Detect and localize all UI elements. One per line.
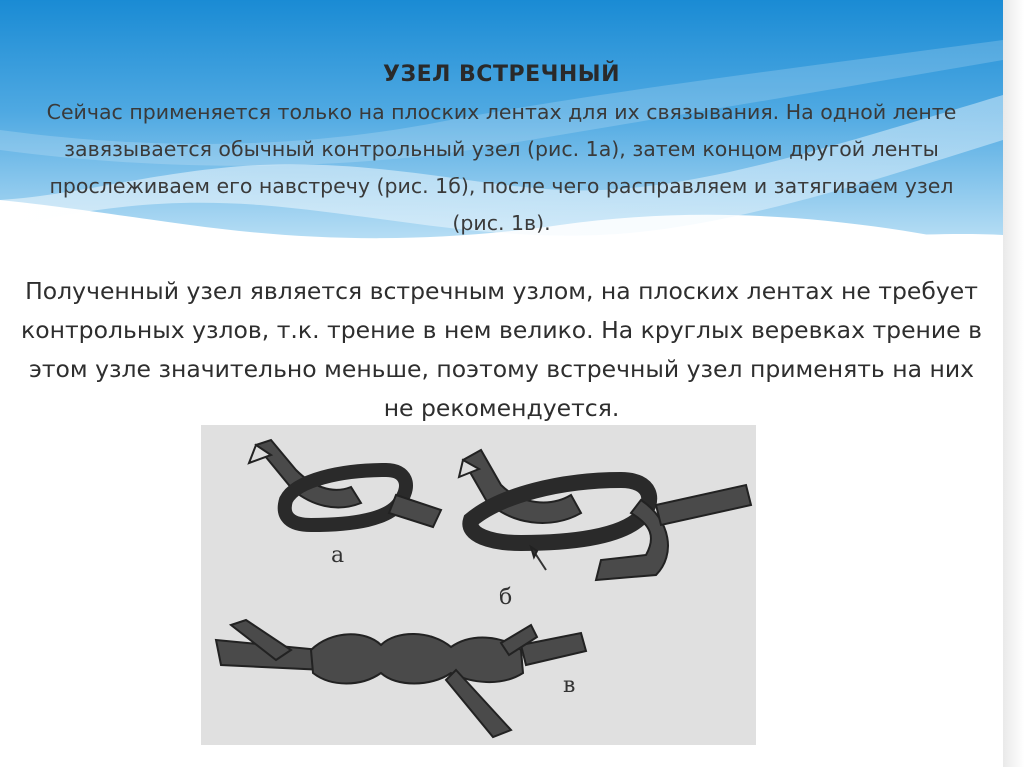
knot-drawing [201, 425, 756, 745]
knot-figure-a [249, 440, 441, 527]
slide-edge-shadow [1003, 0, 1024, 767]
figure-label-b: б [499, 585, 513, 610]
slide-title: УЗЕЛ ВСТРЕЧНЫЙ [382, 62, 621, 87]
knot-illustration [201, 425, 756, 745]
conclusion-paragraph: Полученный узел является встречным узлом, на плоских лентах не требует контрольных узлов, т.к. трение в нем велико. На круглых веревках трение в этом узле значительно меньше, поэтому встречный узел применять на них не рекомендуется. [21, 277, 982, 422]
knot-figure-b [459, 450, 751, 580]
figure-label-c: в [563, 673, 576, 698]
knot-figure-c [216, 620, 586, 737]
description-paragraph: Сейчас применяется только на плоских лентах для их связывания. На одной ленте завязывается обычный контрольный узел (рис. 1а), затем концом другой ленты прослеживаем его навстречу (рис. 1б), после чего расправляем и затягиваем узел (рис. 1в). [46, 100, 957, 235]
figure-label-a: а [331, 543, 345, 568]
